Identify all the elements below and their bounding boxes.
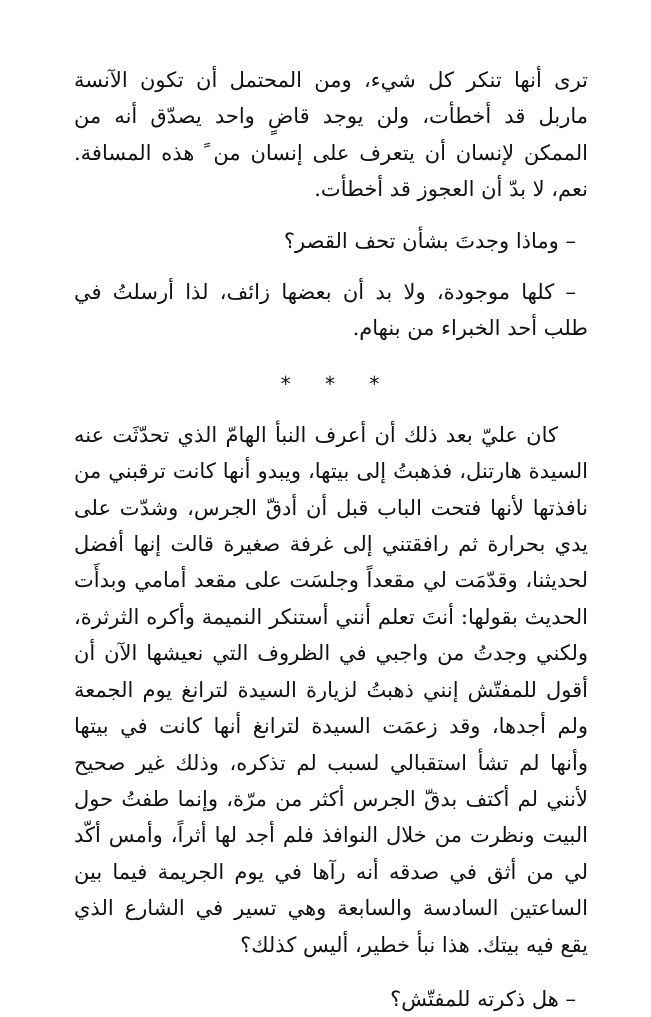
section-separator: * * * (280, 371, 394, 396)
dialogue-question-inspector: – هل ذكرته للمفتّش؟ (390, 986, 576, 1011)
paragraph-hartnell-visit: كان عليّ بعد ذلك أن أعرف النبأ الهامّ الذي تحدّثَت عنه السيدة هارتنل، فذهبتُ إلى بيتها، ويبدو أنها كانت ترقبني من نافذتها لأنها فتحت الباب قبل أن أدقّ الجرس، وشدّت على يدي بحرارة ثم رافقتني إلى غرفة صغيرة قالت إنها أفضل لحديثنا، وقدّمَت لي مقعداً وجلسَت على مقعد أمامي وبدأَت الحديث بقولها: أنتَ تعلم أنني أستنكر النميمة وأكره الثرثرة، ولكني وجدتُ من واجبي في الظروف التي نعيشها الآن أن أقول للمفتّش إنني ذهبتُ لزيارة السيدة لترانغ يوم الجمعة ولم أجدها، وقد زعمَت السيدة لترانغ أنها كانت في بيتها وأنها لم تشأ استقبالي لسبب لم تذكره، وذلك غير صحيح لأنني لم أكتف بدقّ الجرس أكثر من مرّة، وإنما طفتُ حول البيت ونظرت من خلال النوافذ فلم أجد لها أثراً، وأمس أكّد لي من أثق في صدقه أنه رآها في يوم الجريمة فيما بين الساعتين السادسة والسابعة وهي تسير في الشارع الذي يقع فيه بيتك. هذا نبأ خطير، أليس كذلك؟ (74, 422, 589, 957)
dialogue-question-castle-antiques: – وماذا وجدتَ بشأن تحف القصر؟ (283, 228, 576, 253)
dialogue-answer-antiques: – كلها موجودة، ولا بد أن بعضها زائف، لذا أرسلتُ في طلب أحد الخبراء من بنهام. (74, 280, 588, 341)
paragraph-continuation: ترى أنها تنكر كل شيء، ومن المحتمل أن تكون الآنسة ماربل قد أخطأت، ولن يوجد قاضٍ واحد يصدّق أنه من الممكن لإنسان أن يتعرف على إنسان من ً هذه المسافة. نعم، لا بدّ أن العجوز قد أخطأت. (74, 68, 588, 202)
book-page (74, 62, 588, 1017)
